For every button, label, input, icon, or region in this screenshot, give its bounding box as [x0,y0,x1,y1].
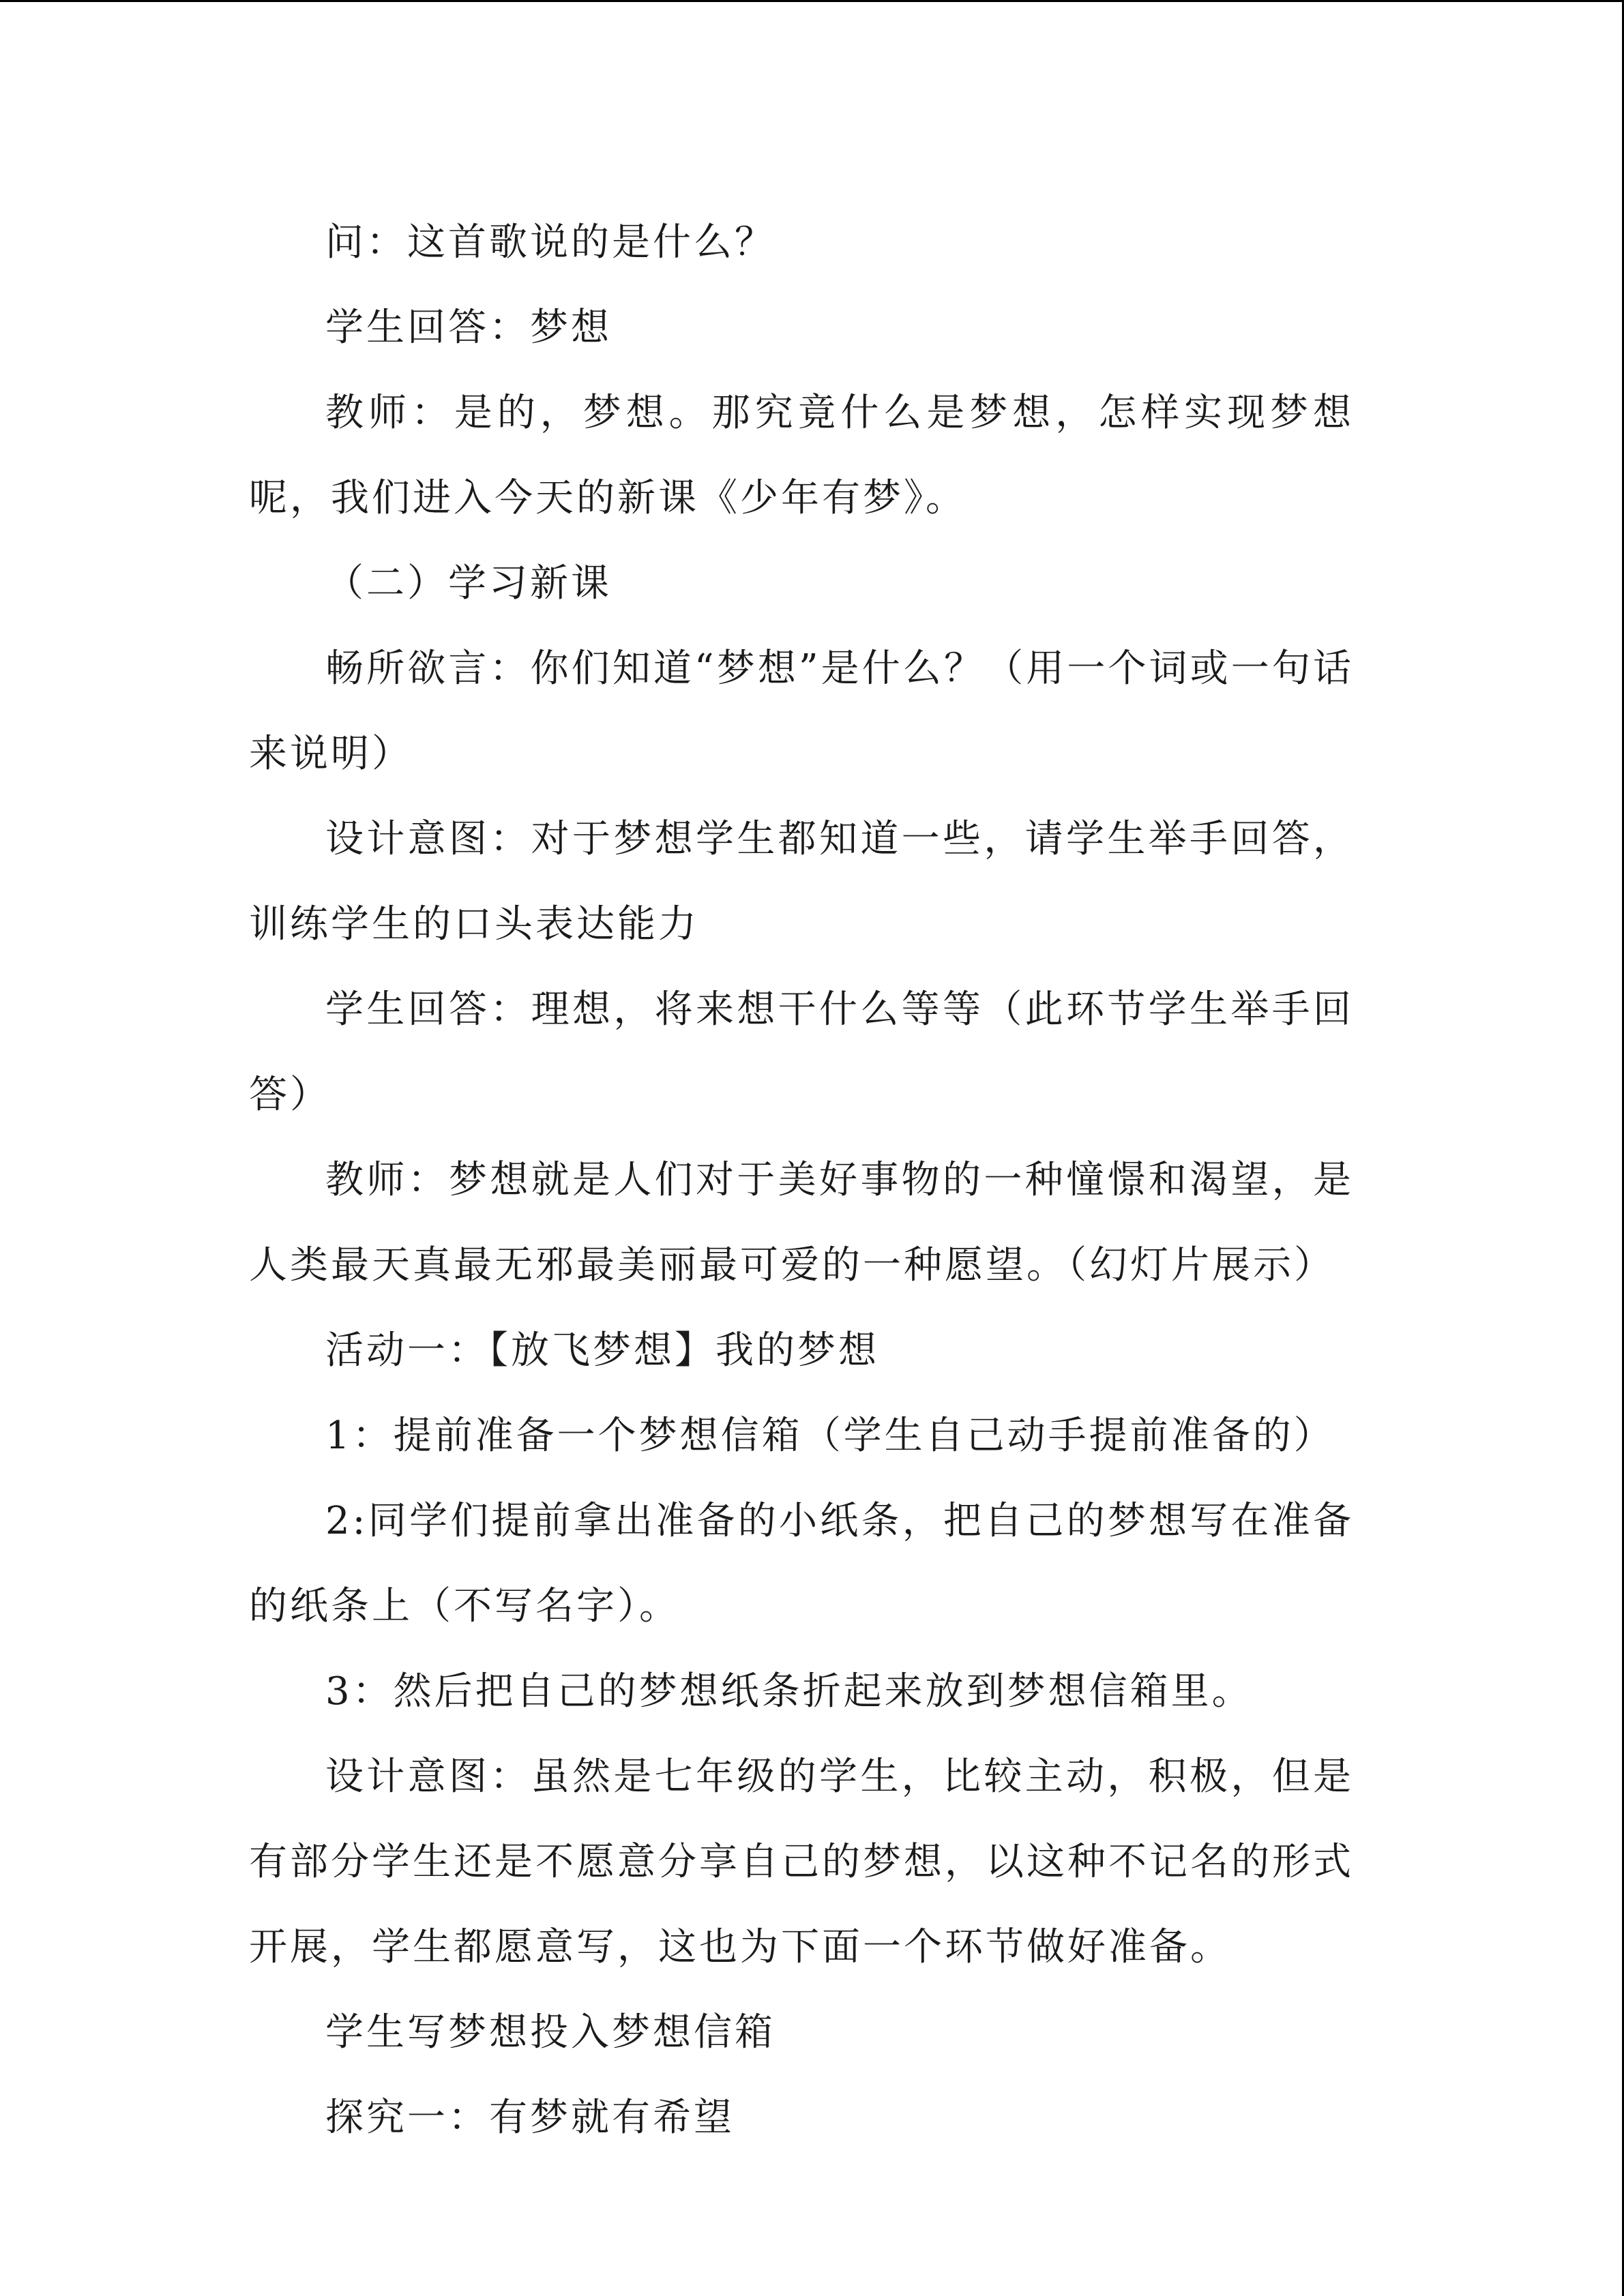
activity-step-1: 1：提前准备一个梦想信箱（学生自己动手提前准备的） [325,1414,1335,1458]
paragraph-teacher-intro: 教师：是的，梦想。那究竟什么是梦想，怎样实现梦想呢，我们进入今天的新课《少年有梦》。 [249,391,1354,520]
paragraph-student-answer-2: 学生回答：理想，将来想干什么等等（此环节学生举手回答） [249,987,1354,1117]
paragraph-student-answer: 学生回答：梦想 [325,305,612,350]
paragraph-design-intent: 设计意图：对于梦想学生都知道一些，请学生举手回答，训练学生的口头表达能力 [249,817,1354,946]
inquiry-heading: 探究一：有梦就有希望 [325,2096,735,2140]
activity-step-2: 2:同学们提前拿出准备的小纸条，把自己的梦想写在准备的纸条上（不写名字）。 [249,1499,1354,1628]
activity-step-3: 3：然后把自己的梦想纸条折起来放到梦想信箱里。 [325,1669,1253,1714]
paragraph-student-writing: 学生写梦想投入梦想信箱 [325,2010,776,2055]
paragraph-teacher-definition: 教师：梦想就是人们对于美好事物的一种憧憬和渴望，是人类最天真最无邪最美丽最可爱的一种愿望。（幻灯片展示） [249,1158,1354,1287]
section-heading: （二）学习新课 [325,561,612,606]
document-body [249,200,1354,2160]
activity-heading: 活动一：【放飞梦想】我的梦想 [325,1328,879,1373]
paragraph-design-intent-2: 设计意图：虽然是七年级的学生，比较主动，积极，但是有部分学生还是不愿意分享自己的梦想，以这种不记名的形式开展，学生都愿意写，这也为下面一个环节做好准备。 [249,1755,1354,1969]
paragraph-question: 问：这首歌说的是什么？ [325,220,776,265]
paragraph-discussion: 畅所欲言：你们知道“梦想”是什么？（用一个词或一句话来说明） [249,646,1354,776]
